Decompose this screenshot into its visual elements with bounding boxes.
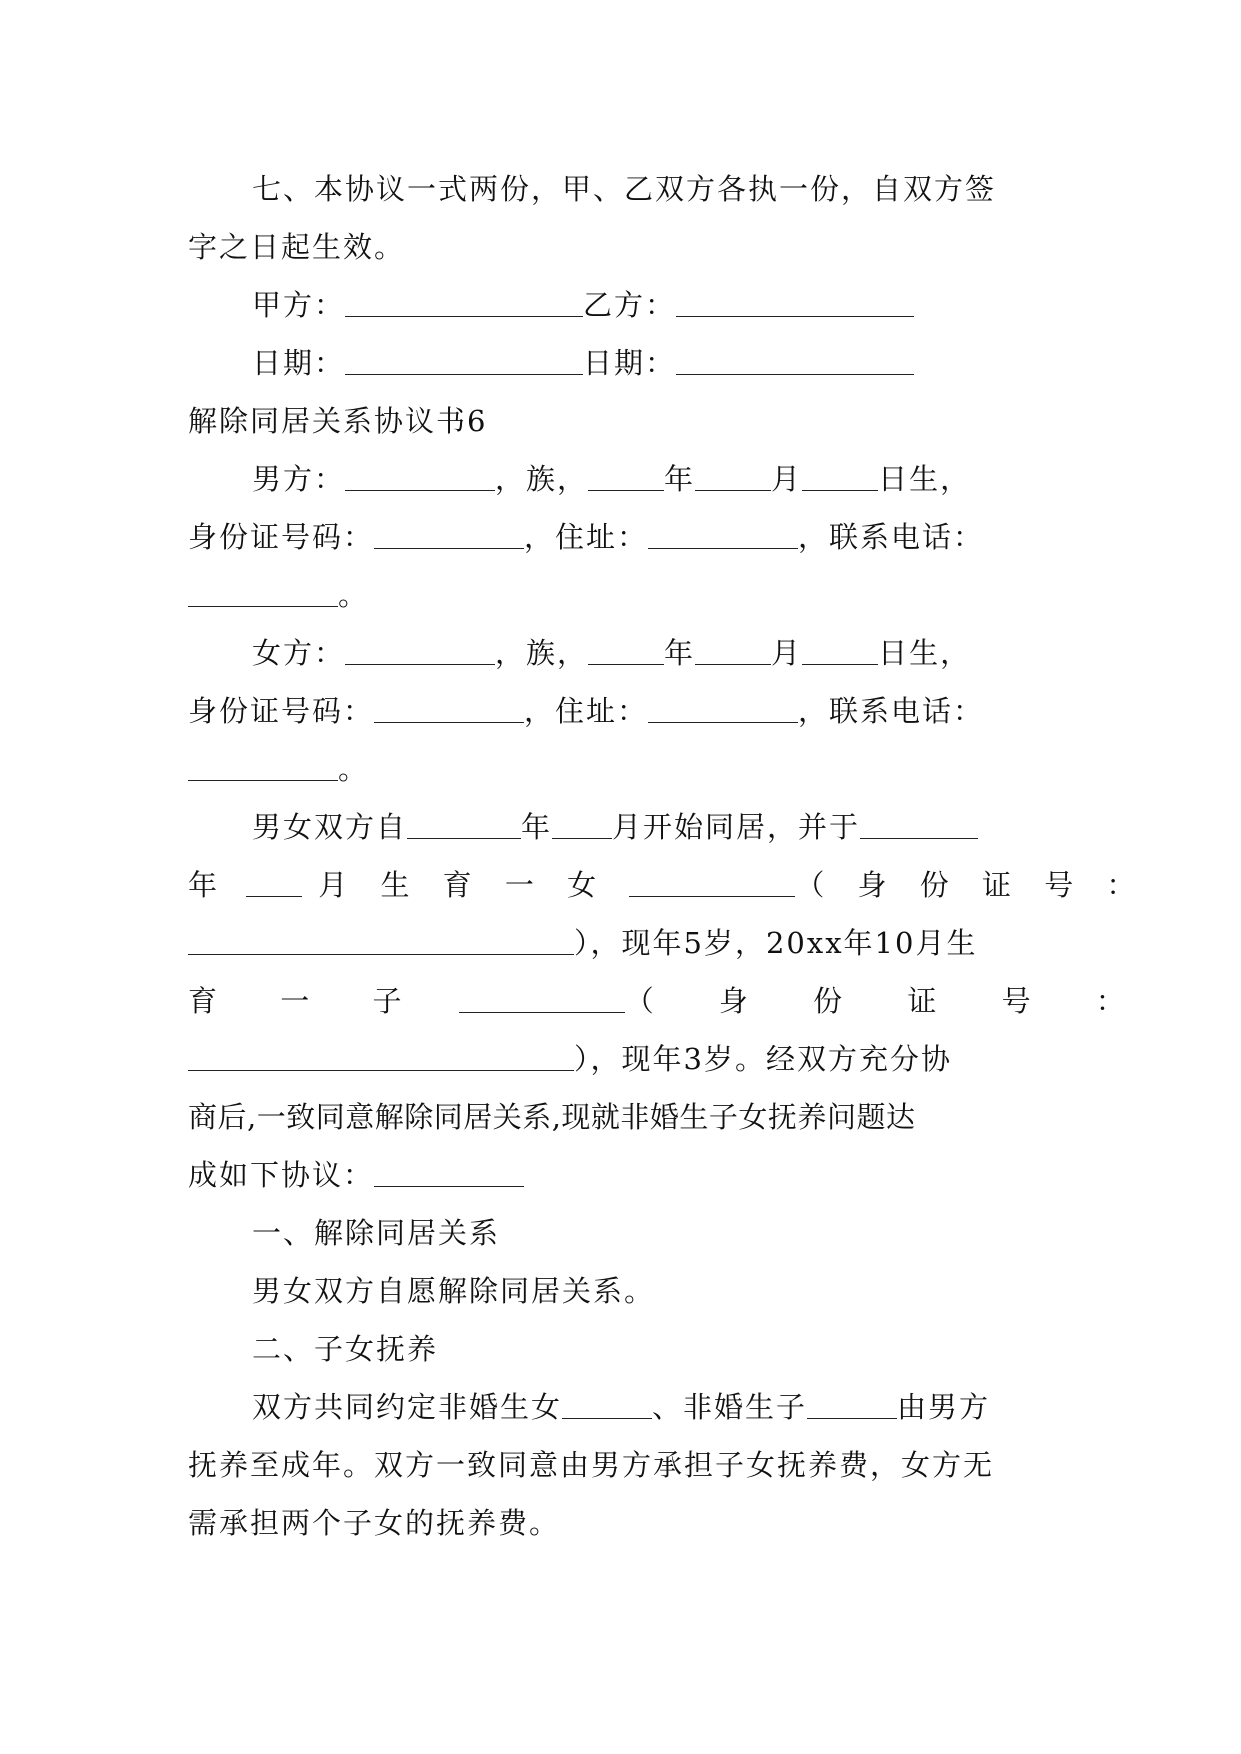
female-day-blank[interactable]: [802, 638, 878, 665]
cohabit-line-1: [188, 798, 1063, 856]
female-phone-line: [188, 740, 1063, 798]
date-row: [188, 334, 1063, 392]
male-id-line: [188, 508, 1063, 566]
agreement-title: 解除同居关系协议书6: [188, 404, 488, 438]
daughter-year: 年: [188, 868, 220, 902]
daughter-born-text: 月 生 育 一 女: [318, 868, 609, 902]
male-phone-blank[interactable]: [188, 580, 338, 607]
son-custody-blank[interactable]: [807, 1392, 897, 1419]
male-name-blank[interactable]: [345, 464, 495, 491]
section-1-body: 男女双方自愿解除同居关系。: [252, 1274, 656, 1308]
male-phone-label: ，联系电话：: [798, 520, 985, 554]
section-2-text-b: 、非婚生子: [652, 1390, 808, 1424]
daughter-age-text: ），现年5岁，20xx年10月生: [574, 926, 978, 960]
female-year: 年: [664, 636, 696, 670]
daughter-id-line: [188, 914, 1063, 972]
date-a-blank[interactable]: [345, 348, 583, 375]
party-a-label: 甲方：: [252, 288, 346, 322]
daughter-custody-blank[interactable]: [562, 1392, 652, 1419]
female-period: 。: [338, 752, 370, 786]
clause-7-line-1: 七、本协议一式两份，甲、乙双方各执一份，自双方签: [252, 172, 997, 206]
son-id-label: （ 身 份 证 号 ：: [624, 984, 1153, 1018]
female-address-blank[interactable]: [648, 696, 798, 723]
date-label-a: 日期：: [252, 346, 346, 380]
female-month-blank[interactable]: [695, 638, 771, 665]
party-b-label: 乙方：: [583, 288, 677, 322]
party-a-blank[interactable]: [345, 290, 583, 317]
section-2-text-a: 双方共同约定非婚生女: [252, 1390, 563, 1424]
male-year-blank[interactable]: [588, 464, 664, 491]
female-phone-blank[interactable]: [188, 754, 338, 781]
cohabit-month-start: 月开始同居，并于: [612, 810, 861, 844]
female-id-line: [188, 682, 1063, 740]
agreement-text: 成如下协议：: [188, 1158, 375, 1192]
daughter-id-label: （ 身 份 证 号 ：: [795, 868, 1148, 902]
cohabit-year: 年: [521, 810, 553, 844]
signature-row: [188, 276, 1063, 334]
son-id-blank[interactable]: [188, 1044, 574, 1071]
male-phone-line: [188, 566, 1063, 624]
clause-7-line-2: 字之日起生效。: [188, 230, 406, 264]
female-id-label: 身份证号码：: [188, 694, 375, 728]
male-day-blank[interactable]: [802, 464, 878, 491]
consensus-line: 商后,一致同意解除同居关系,现就非婚生子女抚养问题达: [188, 1100, 916, 1134]
female-ethnicity: ，族，: [495, 636, 589, 670]
son-word-a: 育: [188, 984, 220, 1018]
cohabit-intro: 男女双方自: [252, 810, 408, 844]
party-b-blank[interactable]: [676, 290, 914, 317]
son-age-text: ），现年3岁。经双方充分协: [574, 1042, 952, 1076]
section-2-title: 二、子女抚养: [252, 1332, 439, 1366]
agreement-blank[interactable]: [374, 1160, 524, 1187]
son-line: [188, 972, 1153, 1030]
male-id-blank[interactable]: [374, 522, 524, 549]
male-born: 日生，: [878, 462, 972, 496]
female-year-blank[interactable]: [588, 638, 664, 665]
female-born: 日生，: [878, 636, 972, 670]
son-name-blank[interactable]: [459, 986, 625, 1013]
male-ethnicity: ，族，: [495, 462, 589, 496]
female-id-blank[interactable]: [374, 696, 524, 723]
son-word-c: 子: [372, 984, 404, 1018]
date-label-b: 日期：: [583, 346, 677, 380]
male-label: 男方：: [252, 462, 346, 496]
section-2-text-c: 由男方: [897, 1390, 991, 1424]
section-1-title: 一、解除同居关系: [252, 1216, 501, 1250]
male-address-blank[interactable]: [648, 522, 798, 549]
daughter-line: [188, 856, 1148, 914]
section-2-line-3: 需承担两个子女的抚养费。: [188, 1506, 561, 1540]
female-name-blank[interactable]: [345, 638, 495, 665]
male-address-label: ，住址：: [524, 520, 649, 554]
female-month: 月: [771, 636, 803, 670]
female-address-label: ，住址：: [524, 694, 649, 728]
cohabit-year-blank[interactable]: [407, 812, 521, 839]
son-id-line: [188, 1030, 1063, 1088]
son-word-b: 一: [280, 984, 312, 1018]
female-phone-label: ，联系电话：: [798, 694, 985, 728]
daughter-id-blank[interactable]: [188, 928, 574, 955]
male-year: 年: [664, 462, 696, 496]
cohabit-month-blank[interactable]: [552, 812, 612, 839]
male-id-label: 身份证号码：: [188, 520, 375, 554]
male-month-blank[interactable]: [695, 464, 771, 491]
section-2-line-2: 抚养至成年。双方一致同意由男方承担子女抚养费，女方无: [188, 1448, 995, 1482]
section-2-line-1: [188, 1378, 1063, 1436]
female-info-line: [188, 624, 1063, 682]
male-period: 。: [338, 578, 370, 612]
daughter-year-blank[interactable]: [860, 812, 978, 839]
daughter-name-blank[interactable]: [629, 870, 795, 897]
male-info-line: [188, 450, 1063, 508]
daughter-month-blank[interactable]: [246, 870, 302, 897]
document-body: [188, 160, 1153, 1552]
female-label: 女方：: [252, 636, 346, 670]
date-b-blank[interactable]: [676, 348, 914, 375]
agreement-line: [188, 1146, 1063, 1204]
male-month: 月: [771, 462, 803, 496]
